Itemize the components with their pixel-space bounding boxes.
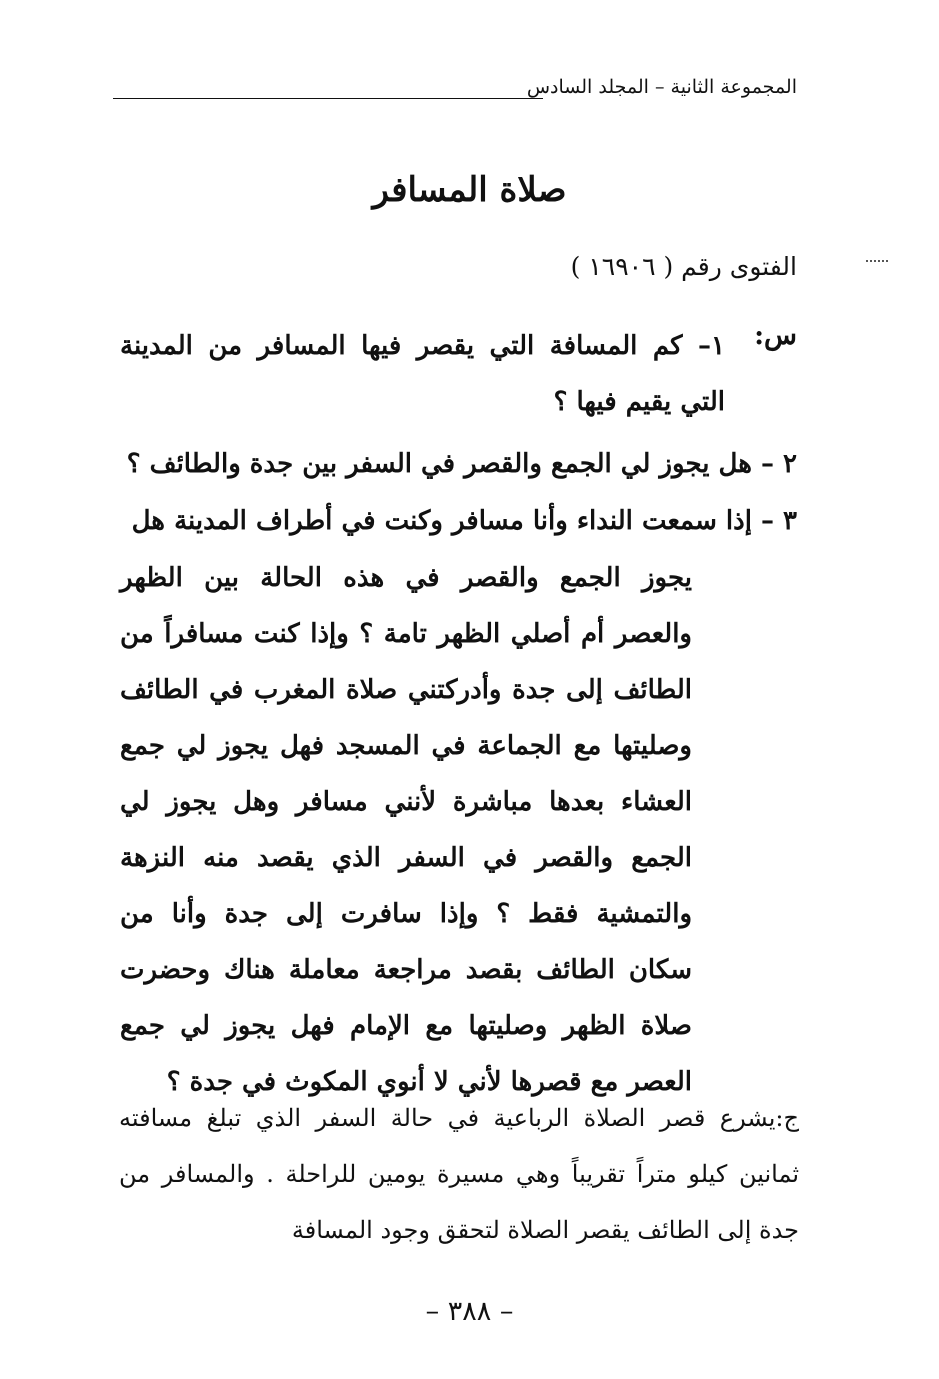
chapter-title: صلاة المسافر [372,170,567,210]
running-header: المجموعة الثانية – المجلد السادس [526,76,797,98]
question-item-1: ١– كم المسافة التي يقصر فيها المسافر من المدينة التي يقيم فيها ؟ [120,331,725,417]
header-rule [113,98,543,99]
question-item-3-body: يجوز الجمع والقصر في هذه الحالة بين الظهر والعصر أم أصلي الظهر تامة ؟ وإذا كنت مسافراً من الطائف إلى جدة وأدركتني صلاة المغرب في الطائف وصليتها مع الجماعة في المسجد فهل يجوز لي جمع العشاء بعدها مباشرة لأنني مسافر وهل يجوز لي الجمع والقصر في السفر الذي يقصد منه النزهة والتمشية فقط ؟ وإذا سافرت إلى جدة وأنا من سكان الطائف بقصد مراجعة معاملة هناك وحضرت صلاة الظهر وصليتها مع الإمام فهل يجوز لي جمع العصر مع قصرها لأني لا أنوي المكوث في جدة ؟ [120,563,692,1097]
question-item-3-first-line: ٣ – إذا سمعت النداء وأنا مسافر وكنت في أطراف المدينة هل [131,506,797,536]
fatwa-number: الفتوى رقم ( ١٦٩٠٦ ) [570,252,797,281]
page-number: – ٣٨٨ – [425,1296,514,1327]
answer-paragraph: ج:يشرع قصر الصلاة الرباعية في حالة السفر الذي تبلغ مسافته ثمانين كيلو متراً تقريباً وهي مسيرة يومين للراحلة . والمسافر من جدة إلى الطائف يقصر الصلاة لتحقق وجود المسافة [119,1104,799,1244]
question-item-2: ٢ – هل يجوز لي الجمع والقصر في السفر بين جدة والطائف ؟ [126,449,797,479]
question-label: س: [754,320,797,351]
margin-mark [866,260,888,262]
